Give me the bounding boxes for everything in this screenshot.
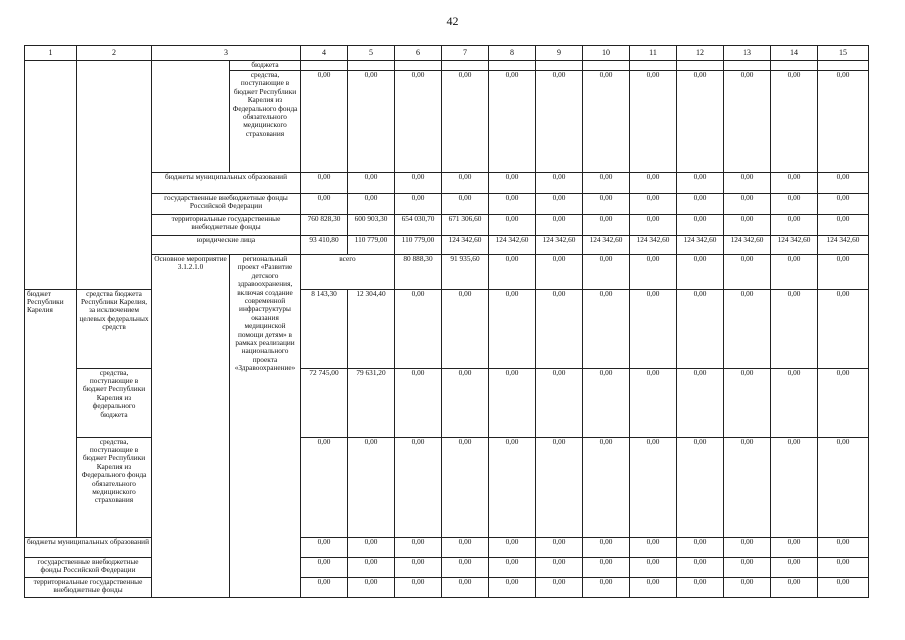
value-cell: 0,00 <box>630 368 677 437</box>
value-cell: 0,00 <box>301 71 348 173</box>
value-cell: 0,00 <box>724 289 771 368</box>
value-cell: 0,00 <box>583 173 630 194</box>
source-label: средства, поступающие в бюджет Республики Карелия из Федерального фонда обязательного медицинского страхования <box>77 437 152 537</box>
header-cell: 15 <box>818 46 869 61</box>
value-cell: 124 342,60 <box>724 236 771 255</box>
value-cell: 0,00 <box>724 577 771 597</box>
value-cell: 0,00 <box>724 194 771 215</box>
value-cell: 0,00 <box>818 557 869 577</box>
value-cell: 110 779,00 <box>348 236 395 255</box>
value-cell: 0,00 <box>348 437 395 537</box>
value-cell: 124 342,60 <box>536 236 583 255</box>
value-cell: 0,00 <box>301 437 348 537</box>
value-cell: 0,00 <box>489 577 536 597</box>
source-label: средства бюджета Республики Карелия, за исключением целевых федеральных средств <box>77 289 152 368</box>
source-label: территориальные государственные внебюджетные фонды <box>25 577 152 597</box>
header-cell: 9 <box>536 46 583 61</box>
source-label: государственные внебюджетные фонды Российской Федерации <box>25 557 152 577</box>
table-row <box>25 289 869 368</box>
value-cell: 0,00 <box>489 215 536 236</box>
value-cell: 0,00 <box>301 557 348 577</box>
value-cell: 600 903,30 <box>348 215 395 236</box>
source-label: средства, поступающие в бюджет Республики Карелия из Федерального фонда обязательного медицинского страхования <box>230 71 301 173</box>
source-label: средства, поступающие в бюджет Республики Карелия из федерального бюджета <box>77 368 152 437</box>
activity-code-cell: Основное мероприятие 3.1.2.1.0 <box>152 255 230 598</box>
value-cell: 0,00 <box>724 255 771 290</box>
value-cell: 0,00 <box>442 368 489 437</box>
value-cell: 0,00 <box>442 194 489 215</box>
value-cell: 0,00 <box>818 289 869 368</box>
value-cell: 0,00 <box>771 577 818 597</box>
value-cell: 0,00 <box>583 557 630 577</box>
value-cell: 0,00 <box>630 173 677 194</box>
value-cell: 0,00 <box>724 173 771 194</box>
value-cell: 0,00 <box>677 215 724 236</box>
table-row <box>25 194 869 215</box>
value-cell: 0,00 <box>583 71 630 173</box>
value-cell: 0,00 <box>630 437 677 537</box>
value-cell: 0,00 <box>395 173 442 194</box>
value-cell: 0,00 <box>818 173 869 194</box>
value-cell: 0,00 <box>348 577 395 597</box>
value-cell: 0,00 <box>818 437 869 537</box>
empty-cell <box>152 61 230 173</box>
source-label: бюджеты муниципальных образований <box>25 537 152 557</box>
value-cell: 0,00 <box>771 437 818 537</box>
value-cell: 0,00 <box>536 368 583 437</box>
source-label: бюджета <box>230 61 301 71</box>
value-cell: 0,00 <box>724 557 771 577</box>
table-row <box>25 255 869 290</box>
empty-cell <box>489 61 536 71</box>
value-cell: 0,00 <box>442 71 489 173</box>
value-cell: 0,00 <box>489 255 536 290</box>
value-cell: 124 342,60 <box>442 236 489 255</box>
value-cell: 0,00 <box>677 255 724 290</box>
value-cell: 0,00 <box>677 368 724 437</box>
value-cell: 671 306,60 <box>442 215 489 236</box>
header-cell: 5 <box>348 46 395 61</box>
budget-label: бюджет Республики Карелия <box>25 289 77 537</box>
value-cell: 0,00 <box>677 537 724 557</box>
value-cell: 72 745,00 <box>301 368 348 437</box>
value-cell: 0,00 <box>583 368 630 437</box>
value-cell: 0,00 <box>583 194 630 215</box>
value-cell: 0,00 <box>677 173 724 194</box>
value-cell: 0,00 <box>724 537 771 557</box>
table-row <box>25 368 869 437</box>
value-cell: 0,00 <box>395 577 442 597</box>
value-cell: 0,00 <box>536 557 583 577</box>
empty-cell <box>724 61 771 71</box>
value-cell: 0,00 <box>583 537 630 557</box>
value-cell: 0,00 <box>536 173 583 194</box>
value-cell: 0,00 <box>630 215 677 236</box>
header-cell: 1 <box>25 46 77 61</box>
value-cell: 0,00 <box>301 194 348 215</box>
source-label: бюджеты муниципальных образований <box>152 173 301 194</box>
empty-cell <box>25 61 77 290</box>
value-cell: 0,00 <box>348 557 395 577</box>
empty-cell <box>536 61 583 71</box>
value-cell: 0,00 <box>536 289 583 368</box>
value-cell: 0,00 <box>818 537 869 557</box>
value-cell: 0,00 <box>630 194 677 215</box>
source-label: государственные внебюджетные фонды Российской Федерации <box>152 194 301 215</box>
value-cell: 0,00 <box>818 368 869 437</box>
value-cell: 654 030,70 <box>395 215 442 236</box>
value-cell: 0,00 <box>771 537 818 557</box>
value-cell: 0,00 <box>348 537 395 557</box>
value-cell: 0,00 <box>771 194 818 215</box>
table-row <box>25 173 869 194</box>
value-cell: 0,00 <box>771 173 818 194</box>
value-cell: 0,00 <box>771 71 818 173</box>
value-cell: 0,00 <box>395 557 442 577</box>
value-cell: 0,00 <box>395 437 442 537</box>
value-cell: 79 631,20 <box>348 368 395 437</box>
value-cell: 0,00 <box>536 537 583 557</box>
header-cell: 12 <box>677 46 724 61</box>
value-cell: 0,00 <box>536 577 583 597</box>
value-cell: 0,00 <box>536 215 583 236</box>
value-cell: 124 342,60 <box>630 236 677 255</box>
value-cell: 0,00 <box>771 289 818 368</box>
header-cell: 2 <box>77 46 152 61</box>
value-cell: 0,00 <box>348 173 395 194</box>
project-name-cell: региональный проект «Развитие детского здравоохранения, включая создание современной инфраструктуры оказания медицинской помощи детям» в рамках реализации национального проекта «Здравоохранение» <box>230 255 301 598</box>
value-cell: 0,00 <box>724 368 771 437</box>
value-cell: 0,00 <box>536 194 583 215</box>
header-cell: 7 <box>442 46 489 61</box>
value-cell: 0,00 <box>395 537 442 557</box>
header-cell: 6 <box>395 46 442 61</box>
value-cell: 0,00 <box>630 537 677 557</box>
value-cell: 0,00 <box>442 557 489 577</box>
value-cell: 124 342,60 <box>771 236 818 255</box>
value-cell: 0,00 <box>630 289 677 368</box>
page-number: 42 <box>446 14 459 28</box>
empty-cell <box>348 61 395 71</box>
value-cell: 0,00 <box>677 194 724 215</box>
value-cell: 12 304,40 <box>348 289 395 368</box>
value-cell: 0,00 <box>489 194 536 215</box>
table-row <box>25 236 869 255</box>
value-cell: 0,00 <box>818 215 869 236</box>
value-cell: 0,00 <box>536 437 583 537</box>
value-cell: 0,00 <box>395 289 442 368</box>
value-cell: 0,00 <box>583 255 630 290</box>
empty-cell <box>583 61 630 71</box>
empty-cell <box>677 61 724 71</box>
value-cell: 0,00 <box>442 577 489 597</box>
value-cell: 0,00 <box>724 437 771 537</box>
value-cell: 0,00 <box>395 71 442 173</box>
value-cell: 0,00 <box>677 71 724 173</box>
value-cell: 0,00 <box>489 437 536 537</box>
value-cell: 0,00 <box>489 173 536 194</box>
value-cell: 0,00 <box>818 71 869 173</box>
value-cell: 0,00 <box>677 437 724 537</box>
value-cell: 0,00 <box>630 71 677 173</box>
value-cell: 0,00 <box>630 557 677 577</box>
value-cell: 0,00 <box>630 255 677 290</box>
source-label: юридические лица <box>152 236 301 255</box>
value-cell: 124 342,60 <box>489 236 536 255</box>
header-row <box>25 46 869 61</box>
header-cell: 4 <box>301 46 348 61</box>
value-cell: 80 888,30 <box>395 255 442 290</box>
value-cell: 0,00 <box>348 71 395 173</box>
table-row <box>25 61 869 71</box>
value-cell: 0,00 <box>489 537 536 557</box>
value-cell: 124 342,60 <box>818 236 869 255</box>
value-cell: 0,00 <box>771 215 818 236</box>
value-cell: 0,00 <box>724 71 771 173</box>
empty-cell <box>77 61 152 290</box>
budget-table <box>24 45 869 598</box>
value-cell: 0,00 <box>489 71 536 173</box>
header-cell: 8 <box>489 46 536 61</box>
value-cell: 0,00 <box>395 368 442 437</box>
total-label: всего <box>301 255 395 290</box>
value-cell: 0,00 <box>630 577 677 597</box>
value-cell: 0,00 <box>301 577 348 597</box>
value-cell: 0,00 <box>489 289 536 368</box>
value-cell: 0,00 <box>677 577 724 597</box>
value-cell: 0,00 <box>536 71 583 173</box>
value-cell: 0,00 <box>677 289 724 368</box>
value-cell: 0,00 <box>442 289 489 368</box>
value-cell: 0,00 <box>442 173 489 194</box>
value-cell: 760 828,30 <box>301 215 348 236</box>
value-cell: 0,00 <box>677 557 724 577</box>
header-cell: 3 <box>152 46 301 61</box>
value-cell: 0,00 <box>301 173 348 194</box>
header-cell: 11 <box>630 46 677 61</box>
value-cell: 91 935,60 <box>442 255 489 290</box>
value-cell: 0,00 <box>724 215 771 236</box>
table-row <box>25 437 869 537</box>
table-body <box>25 46 869 598</box>
table-row <box>25 557 869 577</box>
value-cell: 0,00 <box>818 194 869 215</box>
value-cell: 93 410,80 <box>301 236 348 255</box>
value-cell: 0,00 <box>489 557 536 577</box>
value-cell: 0,00 <box>536 255 583 290</box>
value-cell: 110 779,00 <box>395 236 442 255</box>
value-cell: 0,00 <box>818 577 869 597</box>
empty-cell <box>771 61 818 71</box>
empty-cell <box>395 61 442 71</box>
empty-cell <box>818 61 869 71</box>
value-cell: 0,00 <box>771 255 818 290</box>
empty-cell <box>630 61 677 71</box>
value-cell: 124 342,60 <box>583 236 630 255</box>
header-cell: 10 <box>583 46 630 61</box>
value-cell: 0,00 <box>442 437 489 537</box>
value-cell: 0,00 <box>395 194 442 215</box>
empty-cell <box>301 61 348 71</box>
header-cell: 14 <box>771 46 818 61</box>
table-row <box>25 537 869 557</box>
table-row <box>25 215 869 236</box>
value-cell: 0,00 <box>771 557 818 577</box>
source-label: территориальные государственные внебюджетные фонды <box>152 215 301 236</box>
value-cell: 0,00 <box>301 537 348 557</box>
value-cell: 0,00 <box>583 577 630 597</box>
value-cell: 0,00 <box>583 215 630 236</box>
value-cell: 0,00 <box>771 368 818 437</box>
value-cell: 124 342,60 <box>677 236 724 255</box>
value-cell: 0,00 <box>348 194 395 215</box>
value-cell: 0,00 <box>583 437 630 537</box>
header-cell: 13 <box>724 46 771 61</box>
table-row <box>25 577 869 597</box>
value-cell: 0,00 <box>583 289 630 368</box>
value-cell: 0,00 <box>818 255 869 290</box>
empty-cell <box>442 61 489 71</box>
value-cell: 8 143,30 <box>301 289 348 368</box>
value-cell: 0,00 <box>489 368 536 437</box>
value-cell: 0,00 <box>442 537 489 557</box>
